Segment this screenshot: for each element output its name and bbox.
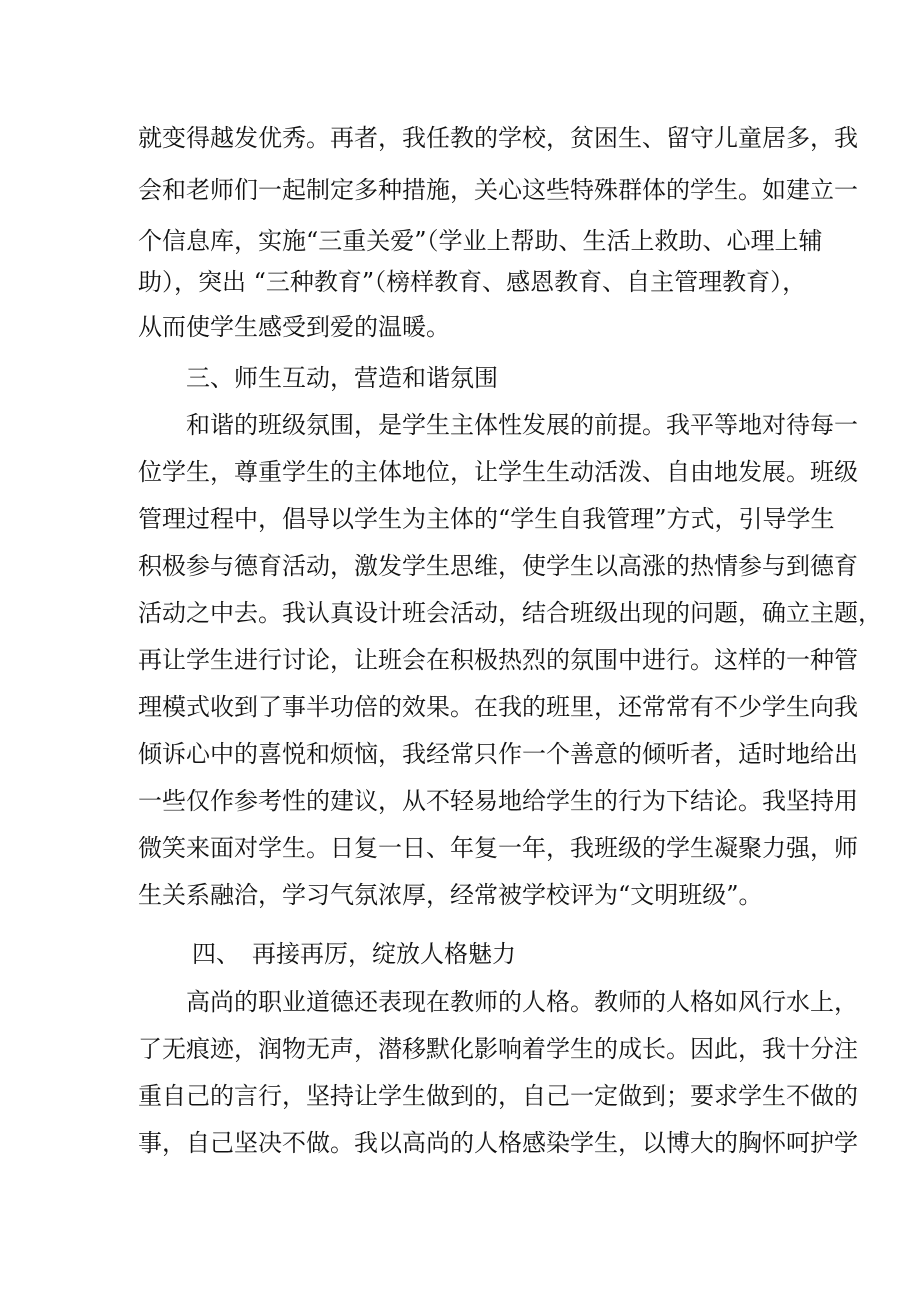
text-line: 微笑来面对学生。日复一日、年复一年，我班级的学生凝聚力强，师 — [138, 834, 858, 862]
section-heading-3: 三、师生互动，营造和谐氛围 — [186, 364, 498, 392]
text-line: 了无痕迹，润物无声，潜移默化影响着学生的成长。因此，我十分注 — [138, 1035, 858, 1063]
section-heading-4: 四、 再接再厉，绽放人格魅力 — [192, 940, 516, 968]
text-line: 倾诉心中的喜悦和烦恼，我经常只作一个善意的倾听者，适时地给出 — [138, 740, 858, 768]
text-line: 活动之中去。我认真设计班会活动，结合班级出现的问题，确立主题， — [138, 599, 882, 627]
text-line: 助），突出 “三种教育”（榜样教育、感恩教育、自主管理教育）， — [138, 268, 807, 296]
text-line: 生关系融洽，学习气氛浓厚，经常被学校评为“文明班级”。 — [138, 881, 763, 909]
text-line: 管理过程中，倡导以学生为主体的“学生自我管理”方式，引导学生 — [138, 505, 835, 533]
text-line: 和谐的班级氛围，是学生主体性发展的前提。我平等地对待每一 — [186, 411, 858, 439]
text-line: 个信息库，实施“三重关爱”（学业上帮助、生活上救助、心理上辅 — [138, 227, 823, 255]
text-line: 从而使学生感受到爱的温暖。 — [138, 313, 450, 341]
text-line: 理模式收到了事半功倍的效果。在我的班里，还常常有不少学生向我 — [138, 693, 858, 721]
text-line: 位学生，尊重学生的主体地位，让学生生动活泼、自由地发展。班级 — [138, 458, 858, 486]
text-line: 再让学生进行讨论，让班会在积极热烈的氛围中进行。这样的一种管 — [138, 646, 858, 674]
text-line: 重自己的言行，坚持让学生做到的，自己一定做到；要求学生不做的 — [138, 1082, 858, 1110]
text-line: 事，自己坚决不做。我以高尚的人格感染学生，以博大的胸怀呵护学 — [138, 1129, 858, 1157]
text-line: 积极参与德育活动，激发学生思维，使学生以高涨的热情参与到德育 — [138, 552, 858, 580]
text-line: 一些仅作参考性的建议，从不轻易地给学生的行为下结论。我坚持用 — [138, 787, 858, 815]
text-line: 就变得越发优秀。再者，我任教的学校，贫困生、留守儿童居多，我 — [138, 124, 858, 152]
text-line: 高尚的职业道德还表现在教师的人格。教师的人格如风行水上， — [186, 988, 858, 1016]
text-line: 会和老师们一起制定多种措施，关心这些特殊群体的学生。如建立一 — [138, 176, 858, 204]
